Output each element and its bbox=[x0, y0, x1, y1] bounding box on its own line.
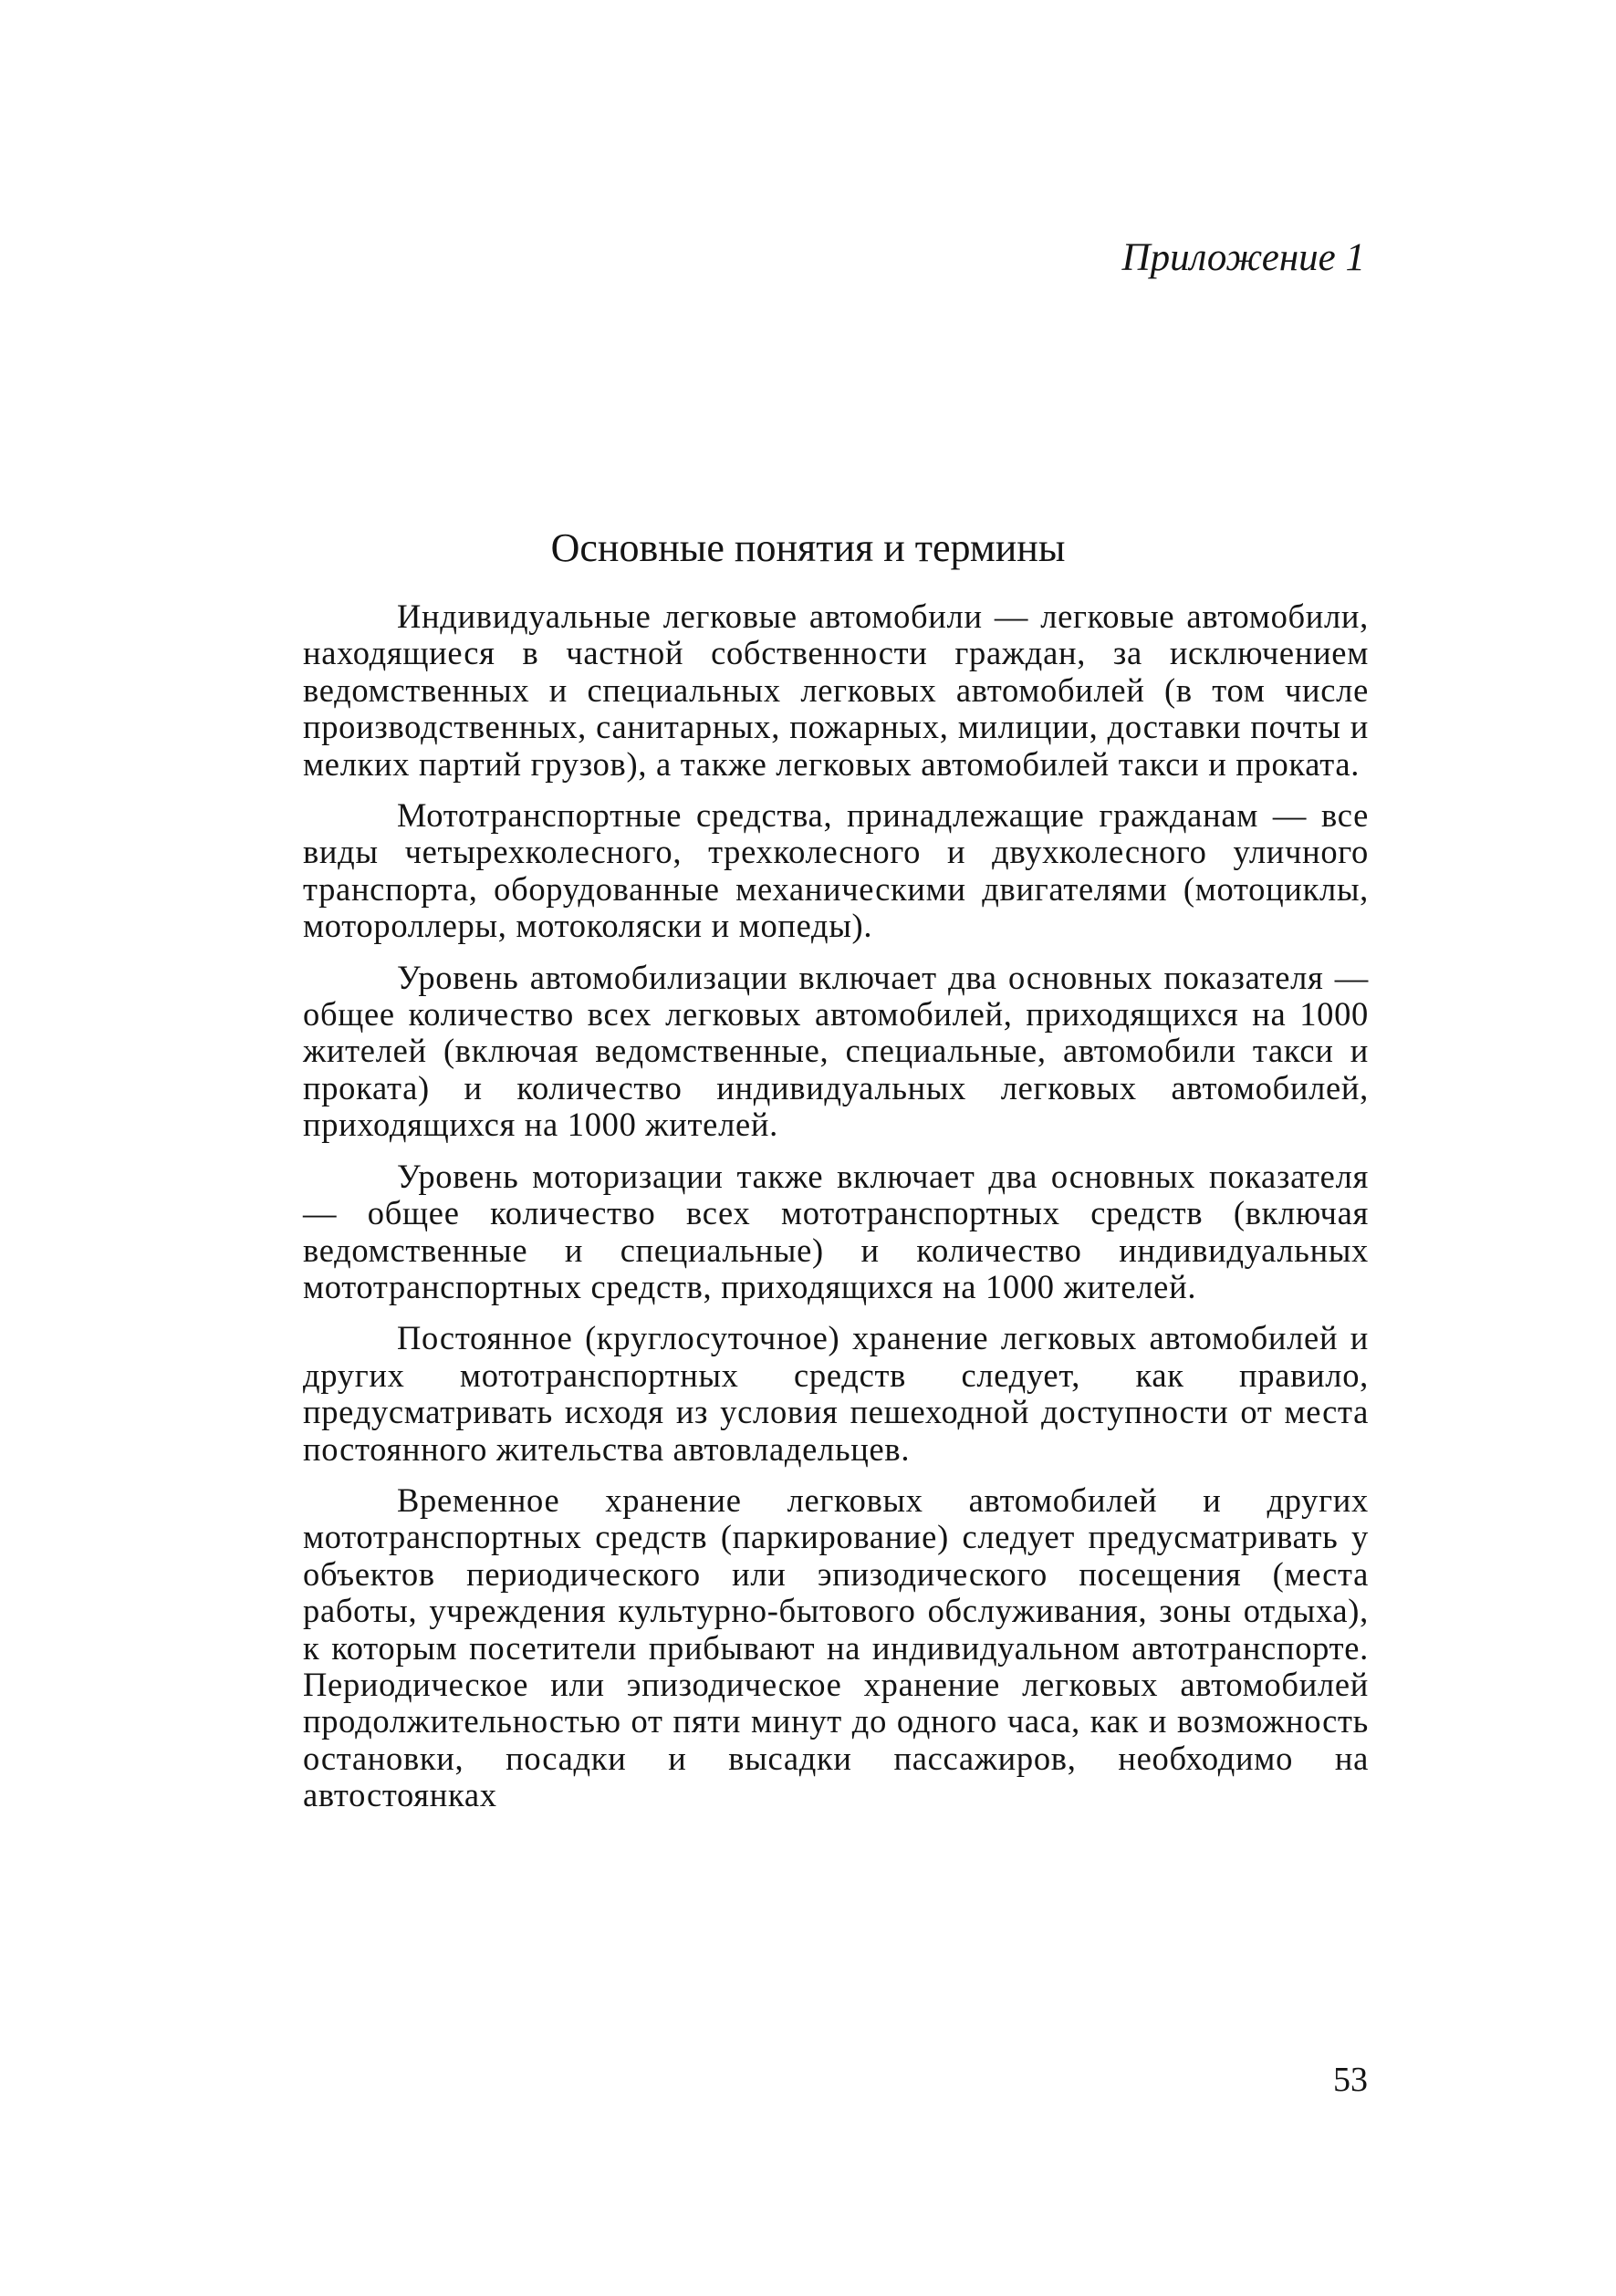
section-title: Основные понятия и термины bbox=[550, 525, 1066, 570]
page-number: 53 bbox=[1333, 2061, 1368, 2099]
paragraph-permanent-storage: Постоянное (круглосуточное) хранение легковых автомобилей и других мототранспортных средств следует, как правило, предусматривать исходя из условия пешеходной доступности от места постоянного жительства автовладельцев. bbox=[303, 1319, 1369, 1468]
paragraph-temporary-storage: Временное хранение легковых автомобилей и других мототранспортных средств (паркирование) следует предусматривать у объектов периодического или эпизодического посещения (места работы, учреждения культурно-бытового обслуживания, зоны отдыха), к которым посетители прибывают на индивидуальном автотранспорте. Периодическое или эпизодическое хранение легковых автомобилей продолжительностью от пяти минут до одного часа, как и возможность остановки, посадки и высадки пассажиров, необходимо на автостоянках bbox=[303, 1480, 1369, 1814]
appendix-label: Приложение 1 bbox=[1121, 236, 1365, 279]
body-text bbox=[303, 598, 1369, 1829]
paragraph-motorization-level-cars: Уровень автомобилизации включает два основных показателя — общее количество всех легковых автомобилей, приходящихся на 1000 жителей (включая ведомственные, специальные, автомобили такси и проката) и количество индивидуальных легковых автомобилей, приходящихся на 1000 жителей. bbox=[303, 958, 1369, 1144]
paragraph-motorization-level-moto: Уровень моторизации также включает два основных показателя — общее количество всех мототранспортных средств (включая ведомственные и специальные) и количество индивидуальных мототранспортных средств, приходящихся на 1000 жителей. bbox=[303, 1157, 1369, 1305]
paragraph-motor-vehicles: Мототранспортные средства, принадлежащие гражданам — все виды четырехколесного, трехколесного и двухколесного уличного транспорта, оборудованные механическими двигателями (мотоциклы, мотороллеры, мотоколяски и мопеды). bbox=[303, 796, 1369, 945]
paragraph-individual-cars: Индивидуальные легковые автомобили — легковые автомобили, находящиеся в частной собственности граждан, за исключением ведомственных и специальных легковых автомобилей (в том числе производственных, санитарных, пожарных, милиции, доставки почты и мелких партий грузов), а также легковых автомобилей такси и проката. bbox=[303, 597, 1369, 783]
